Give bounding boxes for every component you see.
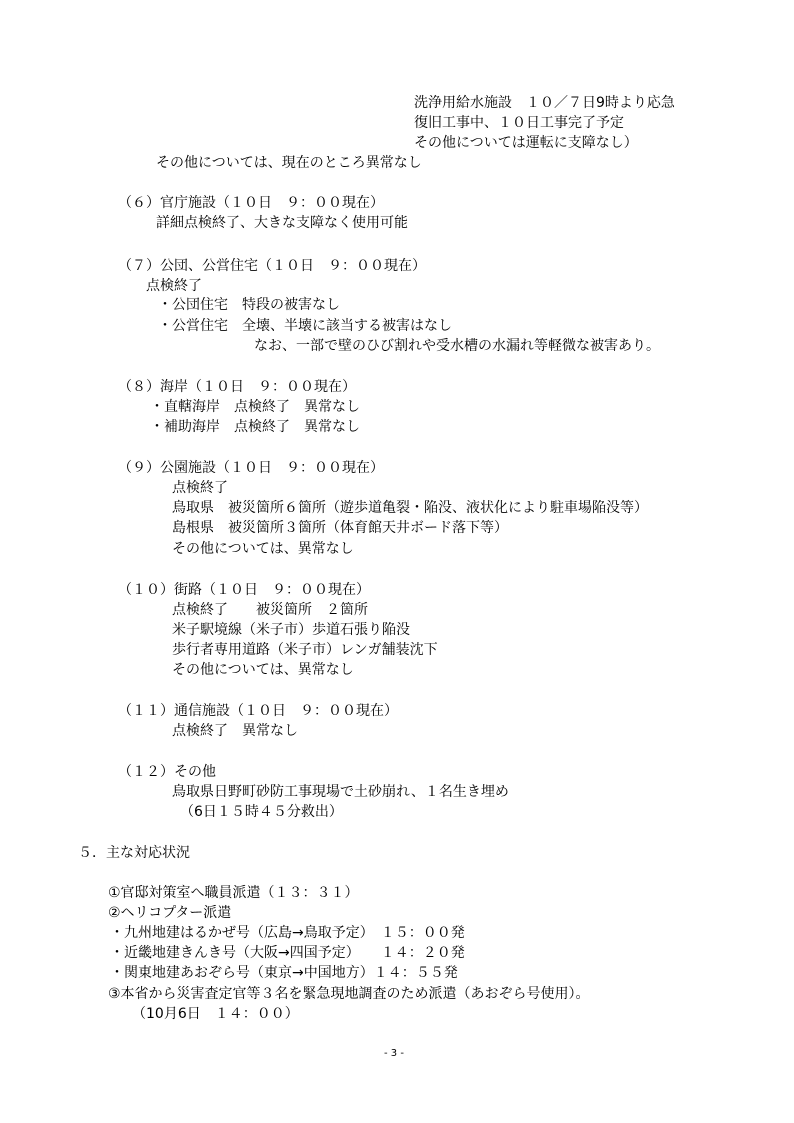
text-line: 鳥取県 被災箇所６箇所（遊歩道亀裂・陥没、液状化により駐車場陥没等）: [172, 500, 648, 516]
list-item: ・九州地建はるかぜ号（広島→鳥取予定） １５：００発: [110, 925, 465, 941]
text-line: 点検終了 被災箇所 ２箇所: [172, 602, 368, 618]
text-line: ・公団住宅 特段の被害なし: [158, 297, 340, 313]
text-line: （10月6日 １４：００）: [132, 1006, 299, 1022]
page-number: - 3 -: [384, 1048, 404, 1059]
text-line: 鳥取県日野町砂防工事現場で土砂崩れ、１名生き埋め: [172, 784, 509, 800]
text-line: その他については、異常なし: [172, 662, 354, 678]
section-heading: （１０）街路（１０日 ９：００現在）: [118, 582, 370, 598]
text-line: ・公営住宅 全壊、半壊に該当する被害はなし: [158, 318, 452, 334]
text-line: その他については運転に支障なし）: [414, 135, 638, 151]
text-line: 点検終了: [146, 278, 202, 294]
list-item: ・近畿地建きんき号（大阪→四国予定） １４：２０発: [110, 945, 465, 961]
section-heading: （９）公園施設（１０日 ９：００現在）: [118, 460, 384, 476]
section-heading: （１２）その他: [118, 764, 216, 780]
text-line: ・補助海岸 点検終了 異常なし: [150, 419, 360, 435]
text-line: 復旧工事中、１０日工事完了予定: [414, 115, 624, 131]
text-line: 点検終了 異常なし: [172, 723, 298, 739]
section-heading: ５．主な対応状況: [78, 845, 190, 861]
list-item: ③本省から災害査定官等３名を緊急現地調査のため派遣（あおぞら号使用）。: [108, 986, 590, 1002]
text-line: 島根県 被災箇所３箇所（体育館天井ボード落下等）: [172, 520, 508, 536]
text-line: 歩行者専用道路（米子市）レンガ舗装沈下: [172, 642, 438, 658]
text-line: 点検終了: [172, 480, 228, 496]
text-line: 詳細点検終了、大きな支障なく使用可能: [156, 215, 408, 231]
text-line: その他については、異常なし: [172, 541, 354, 557]
text-line: （6日１５時４５分救出）: [180, 804, 343, 820]
text-line: 米子駅境線（米子市）歩道石張り陥没: [172, 622, 410, 638]
text-line: なお、一部で壁のひび割れや受水槽の水漏れ等軽微な被害あり。: [254, 338, 660, 354]
list-item: ①官邸対策室へ職員派遣（１３：３１）: [108, 885, 359, 901]
text-line: ・直轄海岸 点検終了 異常なし: [150, 399, 360, 415]
text-line: その他については、現在のところ異常なし: [156, 155, 422, 171]
text-line: 洗浄用給水施設 １０／７日9時より応急: [414, 95, 675, 111]
list-item: ②ヘリコプター派遣: [108, 905, 232, 921]
section-heading: （１１）通信施設（１０日 ９：００現在）: [118, 703, 398, 719]
section-heading: （８）海岸（１０日 ９：００現在）: [118, 379, 356, 395]
list-item: ・関東地建あおぞら号（東京→中国地方）１４：５５発: [110, 965, 458, 981]
section-heading: （６）官庁施設（１０日 ９：００現在）: [118, 195, 384, 211]
section-heading: （７）公団、公営住宅（１０日 ９：００現在）: [118, 258, 426, 274]
